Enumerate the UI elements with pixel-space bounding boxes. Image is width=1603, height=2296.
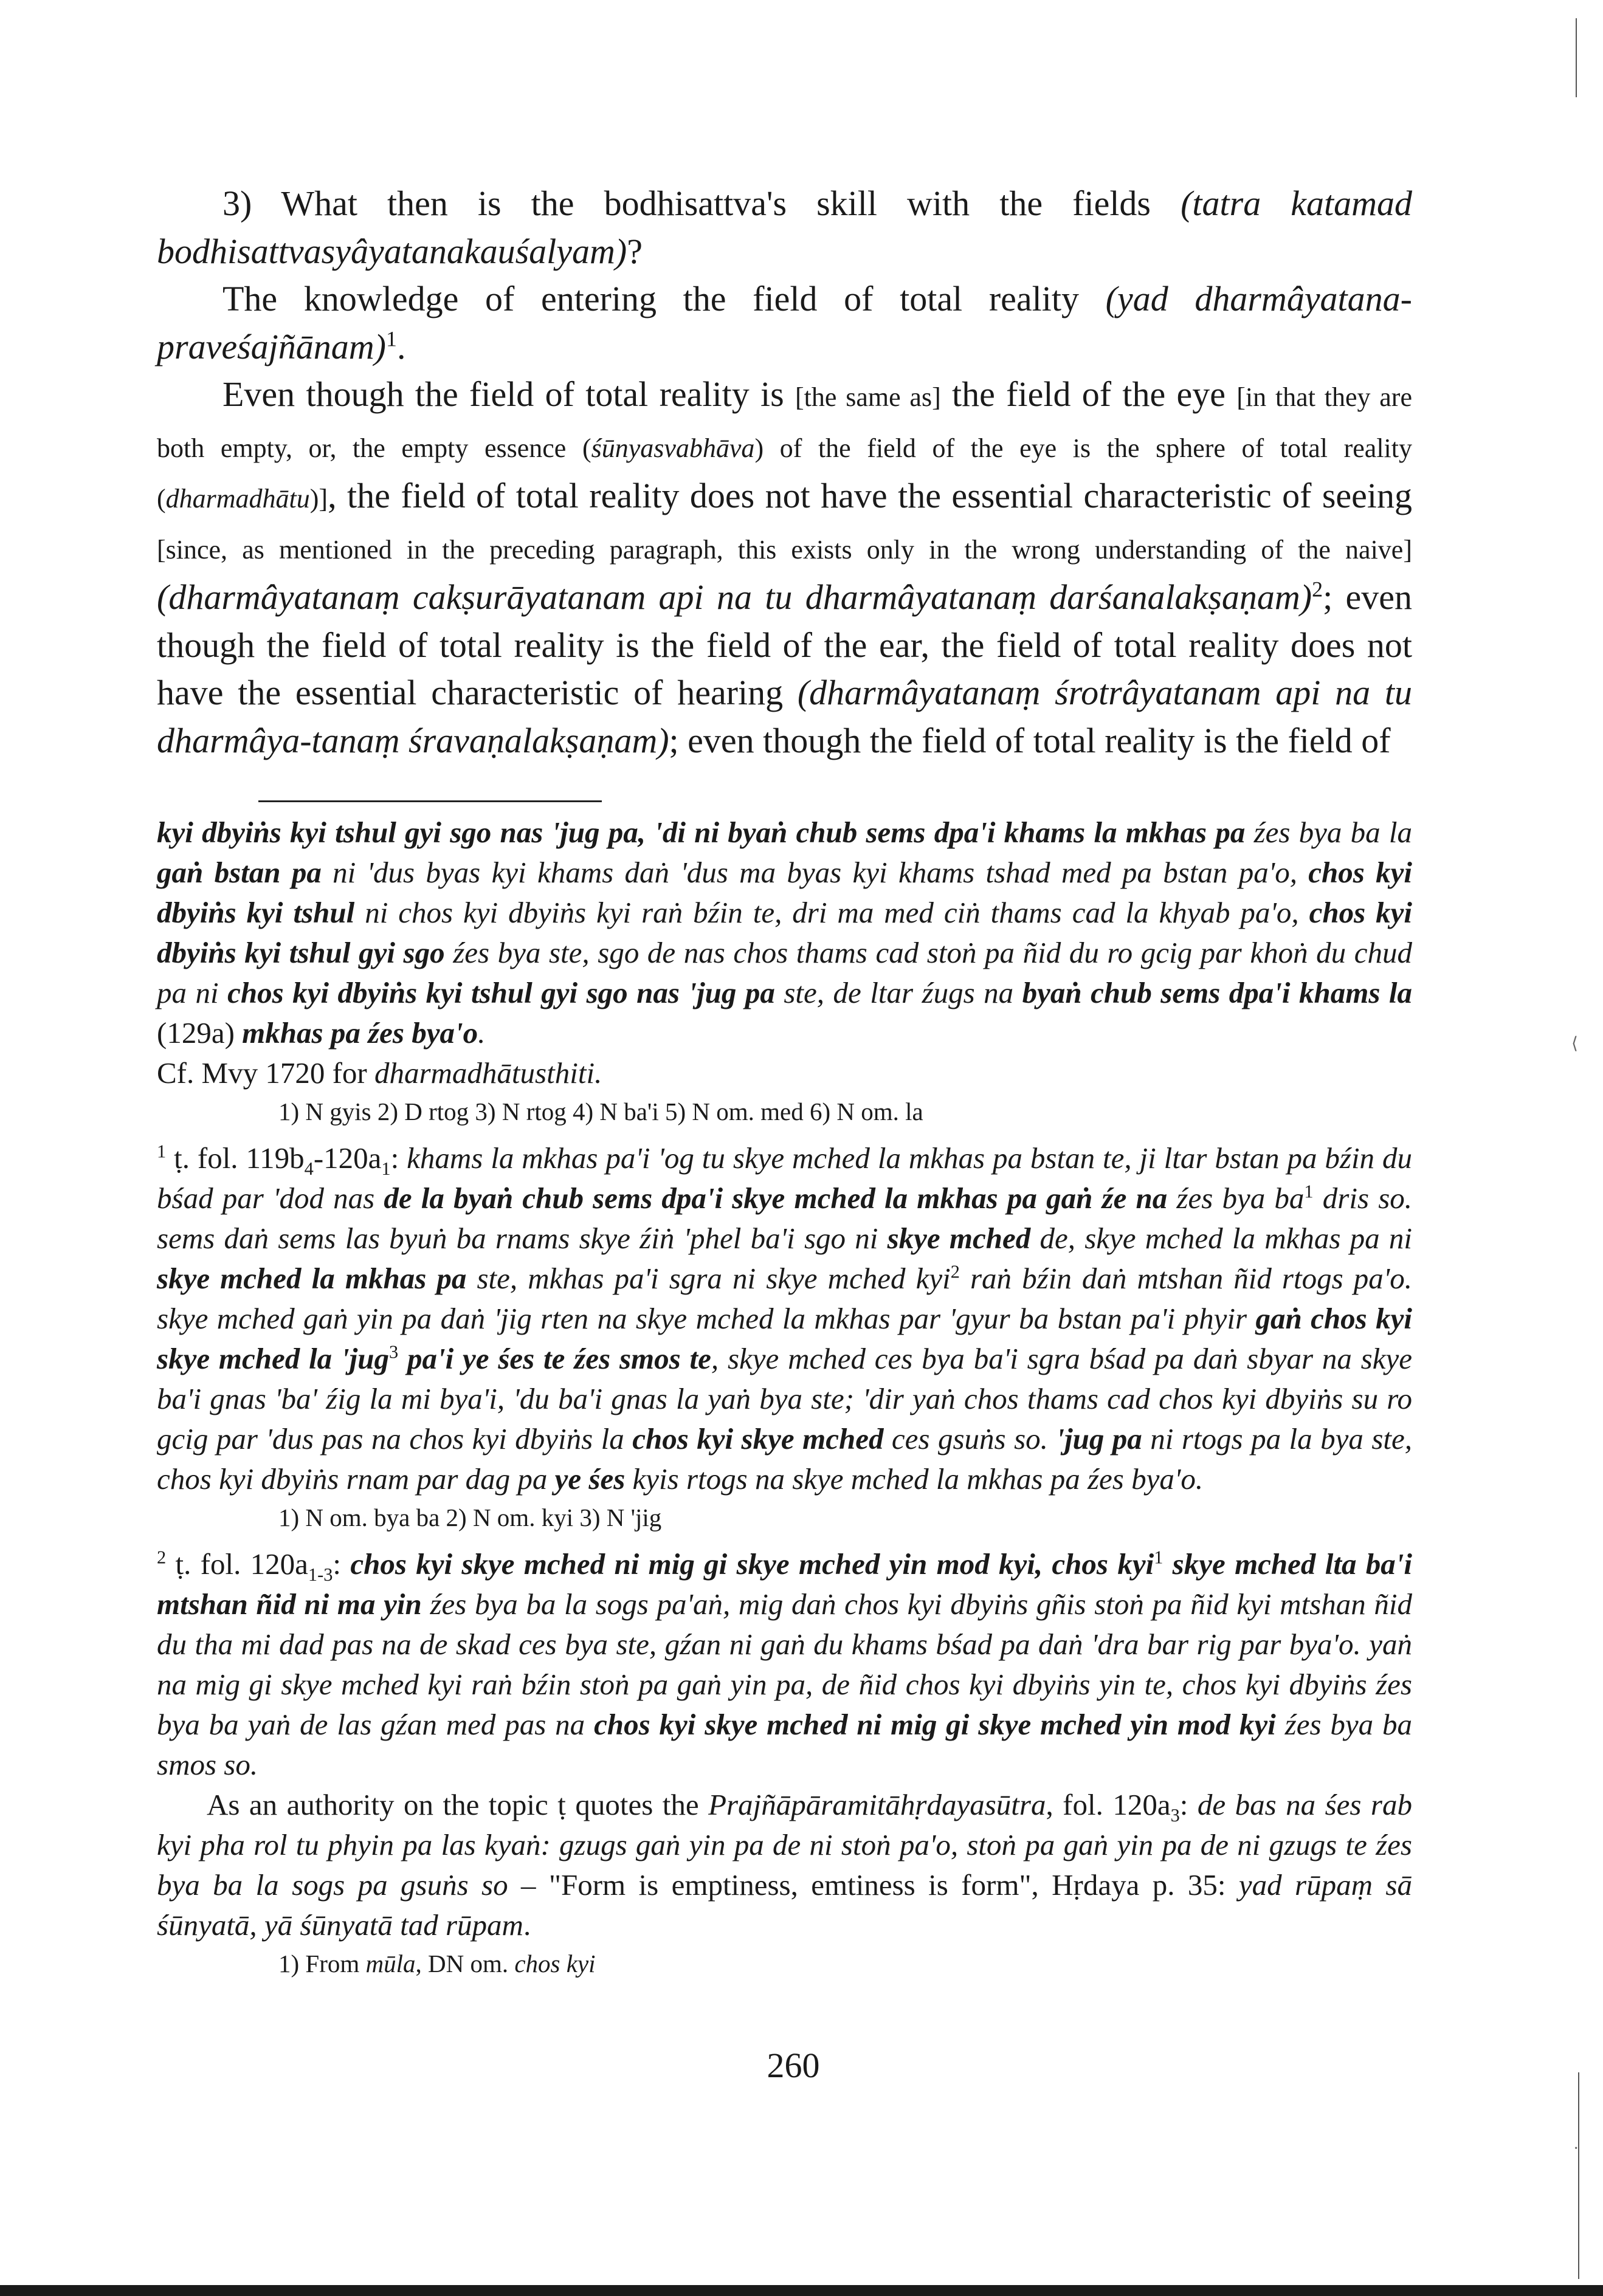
paragraph-explanation bbox=[157, 371, 1412, 765]
bold-quote: kyi dbyiṅs kyi tshul gyi sgo nas 'jug pa, 'di ni byaṅ chub sems dpa'i khams la mkhas pa bbox=[157, 816, 1246, 849]
scan-bottom-edge bbox=[0, 2285, 1603, 2296]
text: : bbox=[1179, 1788, 1198, 1821]
bracket-gloss: [the same as] bbox=[795, 382, 941, 412]
text: źes bya ba smos so. bbox=[157, 1708, 1413, 1781]
text: źes bya ba la sogs pa'aṅ, mig daṅ chos kyi dbyiṅs gñis stoṅ pa ñid kyi mtshan ñid du tha mi dad pas na de skad ces bya ste, gźan ni gaṅ du khams bśad pa daṅ 'dra bar rig par bya'o. yaṅ na mig gi skye mched kyi raṅ bźin stoṅ pa gaṅ yin pa, de ñid chos kyi dbyiṅs yin te, chos kyi dbyiṅs źes bya ba yaṅ de las gźan med pas na bbox=[157, 1587, 1413, 1741]
folio-ref: ṭ. fol. 120a bbox=[166, 1547, 308, 1581]
text: ces gsuṅs so. bbox=[883, 1422, 1057, 1456]
term: mūla bbox=[365, 1950, 416, 1978]
footnote-mark: 1 bbox=[157, 1141, 167, 1162]
text: Even though the field of total reality is bbox=[222, 374, 796, 414]
text: źes bya ste, sgo de nas chos thams cad stoṅ pa ñid du ro gcig par khoṅ du chud pa ni bbox=[157, 936, 1412, 1009]
footnote-mark: 2 bbox=[157, 1547, 167, 1568]
footnote-ref: 2 bbox=[1312, 577, 1323, 602]
bold-quote: chos kyi skye mched ni mig gi skye mched yin mod kyi bbox=[594, 1708, 1276, 1741]
bold-quote: byaṅ chub sems dpa'i khams la bbox=[1022, 976, 1412, 1009]
text: )] bbox=[309, 484, 328, 514]
page-number: 260 bbox=[767, 2046, 820, 2085]
text: źes bya ba la bbox=[1245, 816, 1413, 849]
footnote-separator bbox=[258, 800, 602, 802]
bold-quote: chos kyi dbyiṅs kyi tshul bbox=[157, 856, 1413, 929]
text: As an authority on the topic ṭ quotes the bbox=[207, 1788, 709, 1821]
folio-ref: , fol. 120a bbox=[1046, 1788, 1171, 1821]
text: The knowledge of entering the field of total reality bbox=[222, 279, 1106, 318]
text: raṅ bźin daṅ mtshan ñid rtogs pa'o. skye mched gaṅ yin pa daṅ 'jig rten na skye mched la mkhas par 'gyur ba bstan pa'i phyir bbox=[157, 1262, 1412, 1335]
folio-ref: (129a) bbox=[157, 1016, 243, 1050]
text: ) of the field of the eye is the sphere of total reality ( bbox=[157, 433, 1412, 514]
folio-line: 3 bbox=[1170, 1804, 1180, 1826]
bold-quote: 'jug pa bbox=[1056, 1422, 1142, 1456]
bold-quote: skye mched bbox=[887, 1222, 1031, 1255]
folio-ref: -120a bbox=[313, 1141, 382, 1175]
folio-line: 1 bbox=[381, 1158, 391, 1179]
bold-quote: skye mched la mkhas pa bbox=[157, 1262, 467, 1295]
text: 3) What then is the bodhisattva's skill with the fields bbox=[222, 184, 1181, 223]
text: ; even though the field of total reality is the field of bbox=[669, 720, 1391, 760]
text: . bbox=[396, 326, 406, 366]
text: – "Form is emptiness, emtiness is form", Hṛdaya p. 35: bbox=[508, 1868, 1239, 1902]
text: źes bya ba bbox=[1167, 1181, 1305, 1215]
text: kyis rtogs na skye mched la mkhas pa źes bya'o. bbox=[625, 1462, 1204, 1496]
bold-quote: gaṅ bstan pa bbox=[157, 856, 322, 889]
footnotes bbox=[157, 813, 1412, 1990]
text: ste, mkhas pa'i sgra ni skye mched kyi bbox=[466, 1262, 951, 1295]
text: . bbox=[595, 1056, 602, 1090]
bold-quote: de la byaṅ chub sems dpa'i skye mched la mkhas pa gaṅ źe na bbox=[384, 1181, 1168, 1215]
tibetan-quote: de bas na śes rab kyi pha rol tu phyin pa las kyaṅ: gzugs gaṅ yin pa de ni stoṅ pa'o, stoṅ pa gaṅ yin pa de ni gzugs te źes bya ba la sogs pa gsuṅs so bbox=[157, 1788, 1413, 1902]
variant-readings: 1) N om. bya ba 2) N om. kyi 3) N 'jig bbox=[278, 1504, 662, 1531]
scan-edge-line bbox=[1578, 2072, 1579, 2279]
variant-readings: 1) N gyis 2) D rtog 3) N rtog 4) N ba'i 5) N om. med 6) N om. la bbox=[278, 1098, 923, 1126]
folio-line: 4 bbox=[304, 1158, 314, 1179]
sanskrit-quote: (dharmâyatanaṃ śrotrâyatanam api na tu dharmâya-tanaṃ śravaṇalakṣaṇam) bbox=[157, 673, 1412, 760]
variant-readings bbox=[157, 1945, 1412, 1982]
text: ; even though the field of total reality is the field of the ear, the field of total reality does not have the essential characteristic of hearing bbox=[157, 577, 1412, 712]
sanskrit-quote: (dharmâyatanaṃ cakṣurāyatanam api na tu dharmâyatanaṃ darśanalakṣaṇam) bbox=[157, 577, 1312, 617]
text: [in that they are both empty, or, the empty essence ( bbox=[157, 382, 1412, 463]
text: , skye mched ces bya ba'i sgra bśad pa daṅ sbyar na skye ba'i gnas 'ba' źig la mi bya'i, 'du ba'i gnas la yaṅ bya ste; 'dir yaṅ chos thams cad chos kyi dbyiṅs su ro gcig par 'dus pas na chos kyi dbyiṅs la bbox=[157, 1342, 1412, 1456]
text: . bbox=[478, 1016, 486, 1050]
text: : bbox=[333, 1547, 351, 1581]
bold-quote: gaṅ chos kyi skye mched la 'jug bbox=[157, 1302, 1412, 1375]
scan-edge-mark: ⟨ bbox=[1571, 1034, 1578, 1053]
footnote-1 bbox=[157, 1138, 1412, 1499]
text: Cf. Mvy 1720 for bbox=[157, 1056, 374, 1090]
footnote-cf bbox=[157, 1053, 1412, 1093]
text: the field of the eye bbox=[940, 374, 1237, 414]
paragraph-question bbox=[157, 180, 1412, 275]
main-text bbox=[157, 180, 1412, 765]
text: ? bbox=[627, 231, 643, 271]
variant-ref: 2 bbox=[950, 1261, 960, 1282]
folio-line: 1-3 bbox=[308, 1564, 333, 1585]
term: chos kyi bbox=[514, 1950, 596, 1978]
sanskrit-term: (yad dharmâyatana-praveśajñānam) bbox=[157, 279, 1412, 366]
footnote-tibetan-1 bbox=[157, 813, 1412, 1053]
variant-ref: 1 bbox=[1154, 1547, 1163, 1568]
footnote-authority bbox=[157, 1785, 1412, 1945]
text: ste, de ltar źugs na bbox=[774, 976, 1022, 1009]
sanskrit-quote: yad rūpaṃ sā śūnyatā, yā śūnyatā tad rūpam bbox=[157, 1868, 1412, 1942]
variant-ref: 1 bbox=[1304, 1181, 1314, 1202]
paragraph-answer bbox=[157, 275, 1412, 371]
text: 1) From bbox=[278, 1950, 366, 1978]
footnote-ref: 1 bbox=[385, 326, 397, 351]
scan-edge-line bbox=[1576, 18, 1577, 97]
sanskrit-term: (tatra katamad bodhisattvasyâyatanakauśalyam) bbox=[157, 184, 1412, 271]
footnote-2 bbox=[157, 1544, 1412, 1785]
bold-quote: ye śes bbox=[554, 1462, 626, 1496]
sanskrit-term: dharmadhātusthiti bbox=[374, 1056, 595, 1090]
scan-edge-mark: · bbox=[1573, 2139, 1579, 2158]
text: , the field of total reality does not have the essential characteristic of seeing bbox=[328, 476, 1412, 515]
bold-quote: skye mched lta ba'i mtshan ñid ni ma yin bbox=[157, 1547, 1413, 1621]
text: de, skye mched la mkhas pa ni bbox=[1030, 1222, 1412, 1255]
text: ni chos kyi dbyiṅs kyi raṅ bźin te, dri ma med ciṅ thams cad la khyab pa'o, bbox=[354, 896, 1309, 929]
bold-quote: chos kyi skye mched bbox=[632, 1422, 884, 1456]
variant-ref: 3 bbox=[388, 1341, 399, 1363]
bold-quote: chos kyi skye mched ni mig gi skye mched yin mod kyi, chos kyi bbox=[350, 1547, 1154, 1581]
bold-quote: pa'i ye śes te źes smos te bbox=[398, 1342, 711, 1375]
text: , DN om. bbox=[415, 1950, 515, 1978]
sanskrit-term: dharmadhātu bbox=[165, 484, 310, 514]
text: dris so. sems daṅ sems las byuṅ ba rnams skye źiṅ 'phel ba'i sgo ni bbox=[157, 1181, 1413, 1255]
text: khams la mkhas pa'i 'og tu skye mched la mkhas pa bstan te, ji ltar bstan pa bźin du bśad par 'dod nas bbox=[157, 1141, 1412, 1215]
bold-quote: mkhas pa źes bya'o bbox=[242, 1016, 478, 1050]
bracket-gloss: [since, as mentioned in the preceding paragraph, this exists only in the wrong understanding of the naive] bbox=[157, 534, 1412, 565]
text: ni 'dus byas kyi khams daṅ 'dus ma byas kyi khams tshad med pa bstan pa'o, bbox=[321, 856, 1309, 889]
text: ni rtogs pa la bya ste, chos kyi dbyiṅs rnam par dag pa bbox=[157, 1422, 1413, 1496]
text: . bbox=[523, 1908, 531, 1942]
text: : bbox=[390, 1141, 407, 1175]
folio-ref: ṭ. fol. 119b bbox=[166, 1141, 305, 1175]
sanskrit-term: śūnyasvabhāva bbox=[591, 433, 755, 463]
sanskrit-title: Prajñāpāramitāhṛdayasūtra bbox=[708, 1788, 1046, 1821]
bold-quote: chos kyi dbyiṅs kyi tshul gyi sgo bbox=[157, 896, 1412, 969]
bold-quote: chos kyi dbyiṅs kyi tshul gyi sgo nas 'jug pa bbox=[227, 976, 775, 1009]
